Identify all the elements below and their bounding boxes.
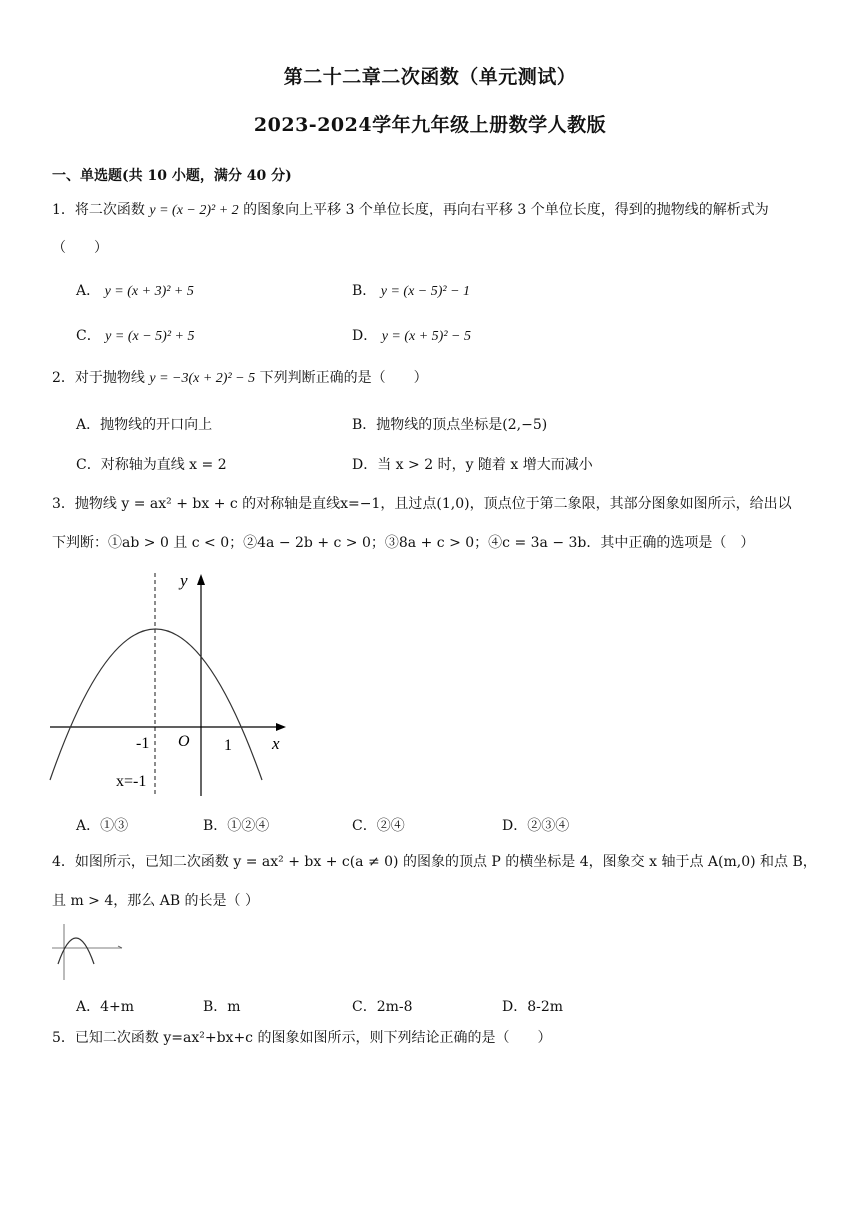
q3-parabola-graph	[48, 568, 298, 800]
question-1-answer-paren: （ ）	[52, 240, 108, 256]
option-letter: D．	[352, 457, 378, 473]
q3-option-d[interactable]	[502, 815, 569, 835]
q2-option-d[interactable]	[352, 454, 593, 474]
option-text: 2m-8	[376, 999, 413, 1015]
option-letter: A．	[76, 999, 101, 1015]
question-2-line-1	[52, 368, 428, 389]
option-letter: B．	[352, 417, 377, 433]
question-5-line-1: 5．已知二次函数 y=ax²+bx+c 的图象如图所示，则下列结论正确的是（ ）	[52, 1030, 552, 1046]
q2-option-a[interactable]	[76, 414, 212, 434]
origin-label: O	[178, 733, 190, 750]
q3-option-b[interactable]	[203, 815, 269, 835]
question-4-line-1: 4．如图所示，已知二次函数 y = ax² + bx + c(a ≠ 0) 的图象的顶点 P 的横坐标是 4，图象交 x 轴于点 A(m,0) 和点 B，	[52, 854, 817, 870]
option-letter: C．	[352, 818, 377, 834]
option-letter: D．	[502, 999, 528, 1015]
q1-text: 的图象向上平移 3 个单位长度，再向右平移 3 个单位长度，得到的抛物线的解析式为	[243, 202, 769, 218]
option-letter: A．	[76, 283, 101, 299]
title-line-2: 2023-2024学年九年级上册数学人教版	[253, 114, 607, 136]
question-3-line-1: 3．抛物线 y = ax² + bx + c 的对称轴是直线x=−1，且过点(1,0)，顶点位于第二象限，其部分图象如图所示，给出以	[52, 496, 792, 512]
option-text: 4+m	[100, 999, 135, 1015]
question-3-line-2: 下判断：①ab > 0 且 c < 0；②4a − 2b + c > 0；③8a + c > 0；④c = 3a − 3b．其中正确的选项是（ ）	[52, 535, 755, 551]
q2-expression: y = −3(x + 2)² − 5	[149, 371, 256, 386]
option-text: m	[227, 999, 241, 1015]
q1-option-d[interactable]	[352, 325, 471, 345]
q4-small-graph	[50, 922, 126, 984]
x-axis-label: x	[272, 734, 280, 753]
option-letter: D．	[502, 818, 528, 834]
q1-expression: y = (x − 2)² + 2	[149, 203, 239, 218]
y-axis-label: y	[180, 571, 188, 590]
option-letter: C．	[352, 999, 377, 1015]
option-letter: C．	[76, 457, 101, 473]
option-letter: C．	[76, 328, 101, 344]
q4-option-a[interactable]	[76, 996, 134, 1016]
option-expression: y = (x − 5)² + 5	[105, 329, 195, 344]
question-1-line-1	[52, 200, 769, 221]
symmetry-line-label: x=-1	[116, 773, 147, 790]
q4-option-b[interactable]	[203, 996, 241, 1016]
q1-option-c[interactable]	[76, 325, 194, 345]
q1-option-a[interactable]	[76, 280, 194, 300]
option-text: ①②④	[227, 818, 270, 834]
option-expression: y = (x + 3)² + 5	[104, 284, 194, 299]
option-letter: A．	[76, 818, 101, 834]
option-text: 抛物线的开口向上	[100, 417, 213, 433]
parabola-curve	[58, 938, 94, 964]
q2-prefix: 2．对于抛物线	[52, 370, 145, 386]
q1-option-b[interactable]	[352, 280, 470, 300]
option-text: ②③④	[527, 818, 570, 834]
option-text: ②④	[376, 818, 405, 834]
y-axis-arrow	[197, 574, 205, 585]
option-expression: y = (x + 5)² − 5	[381, 329, 471, 344]
x-axis-arrow	[276, 723, 286, 731]
option-text: 8-2m	[527, 999, 564, 1015]
option-text: 抛物线的顶点坐标是(2,−5)	[376, 417, 548, 433]
question-4-line-2: 且 m > 4，那么 AB 的长是（ ）	[52, 893, 260, 909]
q3-option-c[interactable]	[352, 815, 405, 835]
q2-option-c[interactable]	[76, 454, 227, 474]
q2-option-b[interactable]	[352, 414, 547, 434]
option-letter: B．	[203, 999, 228, 1015]
parabola-curve	[50, 629, 262, 780]
option-letter: B．	[203, 818, 228, 834]
option-text: 对称轴为直线 x = 2	[100, 457, 227, 473]
q2-text: 下列判断正确的是（ ）	[259, 370, 428, 386]
title-line-1: 第二十二章二次函数（单元测试）	[283, 66, 577, 88]
q4-option-c[interactable]	[352, 996, 413, 1016]
option-text: ①③	[100, 818, 129, 834]
option-letter: A．	[76, 417, 101, 433]
option-letter: B．	[352, 283, 377, 299]
section-heading: 一、单选题(共 10 小题，满分 40 分)	[52, 168, 292, 184]
q3-option-a[interactable]	[76, 815, 128, 835]
q1-prefix: 1．将二次函数	[52, 202, 145, 218]
option-letter: D．	[352, 328, 378, 344]
option-expression: y = (x − 5)² − 1	[380, 284, 471, 299]
tick-label-1: 1	[224, 737, 232, 754]
tick-label-neg1: -1	[136, 735, 150, 752]
q4-option-d[interactable]	[502, 996, 563, 1016]
option-text: 当 x > 2 时，y 随着 x 增大而减小	[377, 457, 593, 473]
